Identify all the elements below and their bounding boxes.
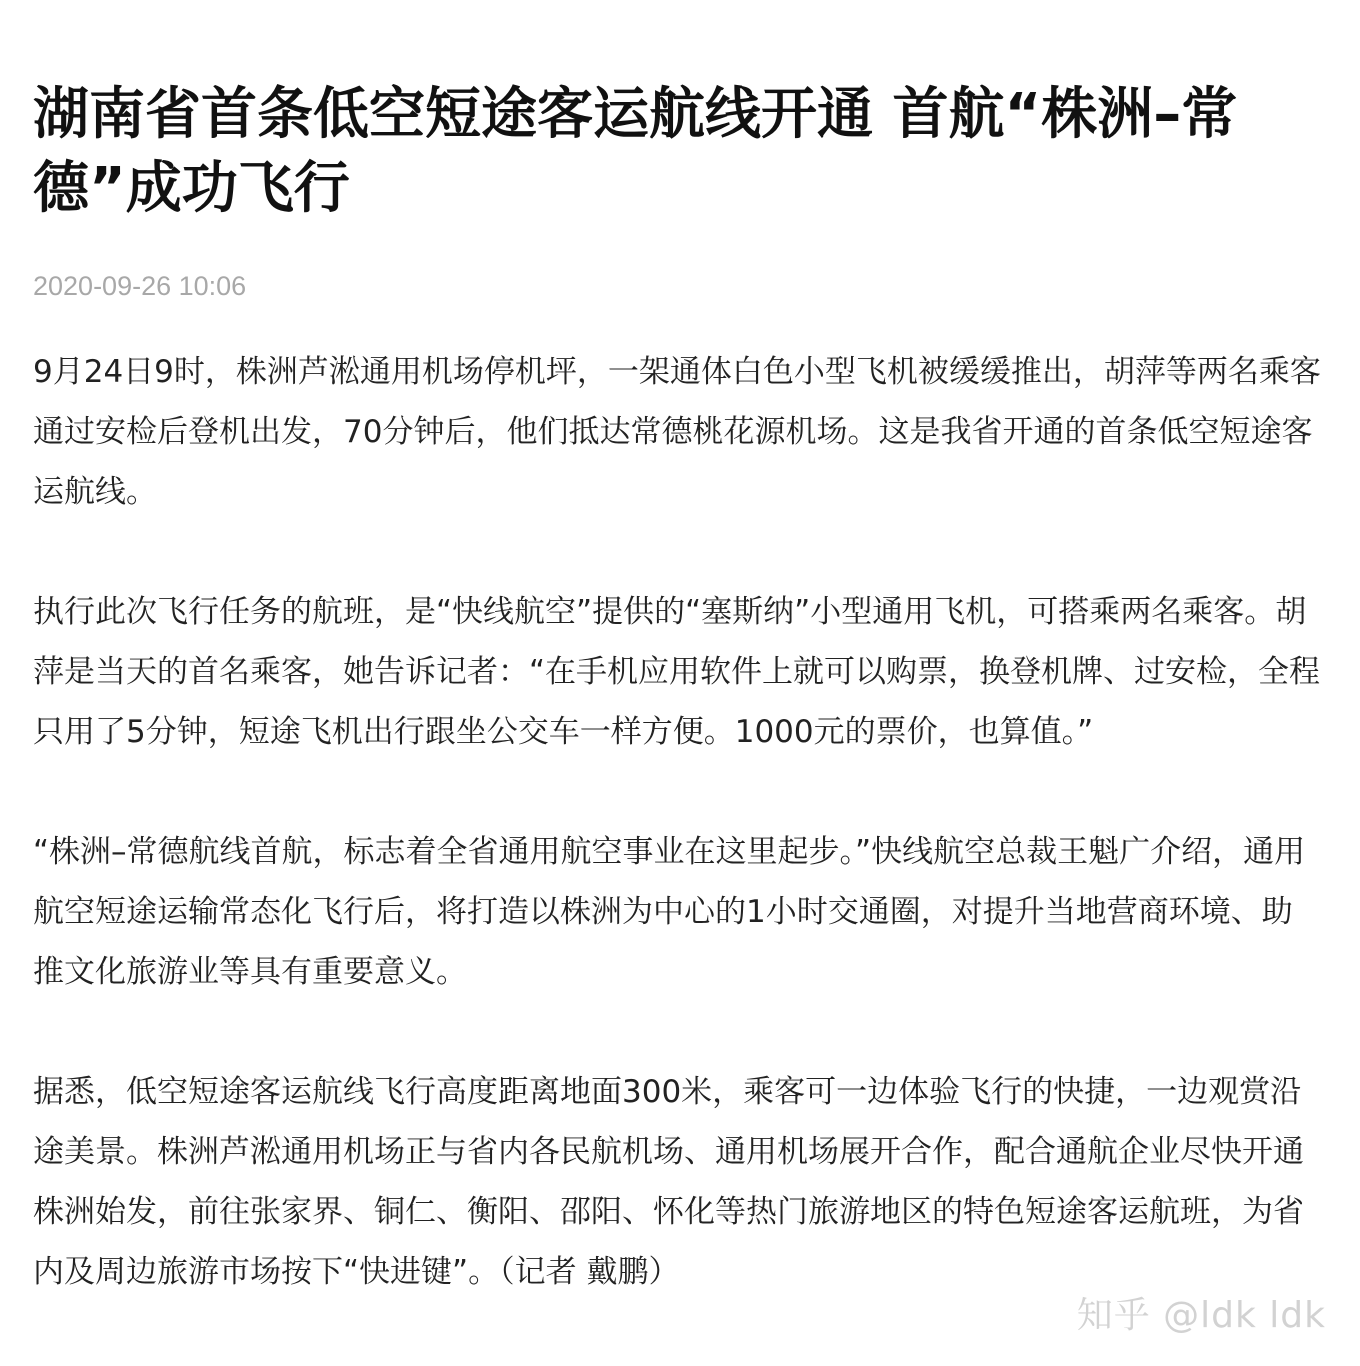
paragraph-4: 据悉，低空短途客运航线飞行高度距离地面300米，乘客可一边体验飞行的快捷，一边观赏沿途美景。株洲芦淞通用机场正与省内各民航机场、通用机场展开合作，配合通航企业尽快开通株洲始发，前往张家界、铜仁、衡阳、邵阳、怀化等热门旅游地区的特色短途客运航班，为省内及周边旅游市场按下“快进键”。（记者 戴鹏） [33, 1074, 1304, 1290]
article-title: 湖南省首条低空短途客运航线开通 首航“株洲–常德”成功飞行 [33, 82, 1238, 221]
publish-date: 2020-09-26 10:06 [33, 271, 247, 301]
zhihu-watermark: 知乎 @ldk ldk [1076, 1295, 1326, 1336]
article [33, 78, 1323, 1302]
paragraph-1: 9月24日9时，株洲芦淞通用机场停机坪，一架通体白色小型飞机被缓缓推出，胡萍等两名乘客通过安检后登机出发，70分钟后，他们抵达常德桃花源机场。这是我省开通的首条低空短途客运航线。 [33, 354, 1321, 510]
paragraph-3: “株洲–常德航线首航，标志着全省通用航空事业在这里起步。”快线航空总裁王魁广介绍，通用航空短途运输常态化飞行后，将打造以株洲为中心的1小时交通圈，对提升当地营商环境、助推文化旅游业等具有重要意义。 [33, 834, 1306, 990]
paragraph-2: 执行此次飞行任务的航班，是“快线航空”提供的“塞斯纳”小型通用飞机，可搭乘两名乘客。胡萍是当天的首名乘客，她告诉记者：“在手机应用软件上就可以购票，换登机牌、过安检，全程只用了5分钟，短途飞机出行跟坐公交车一样方便。1000元的票价，也算值。” [33, 594, 1321, 750]
